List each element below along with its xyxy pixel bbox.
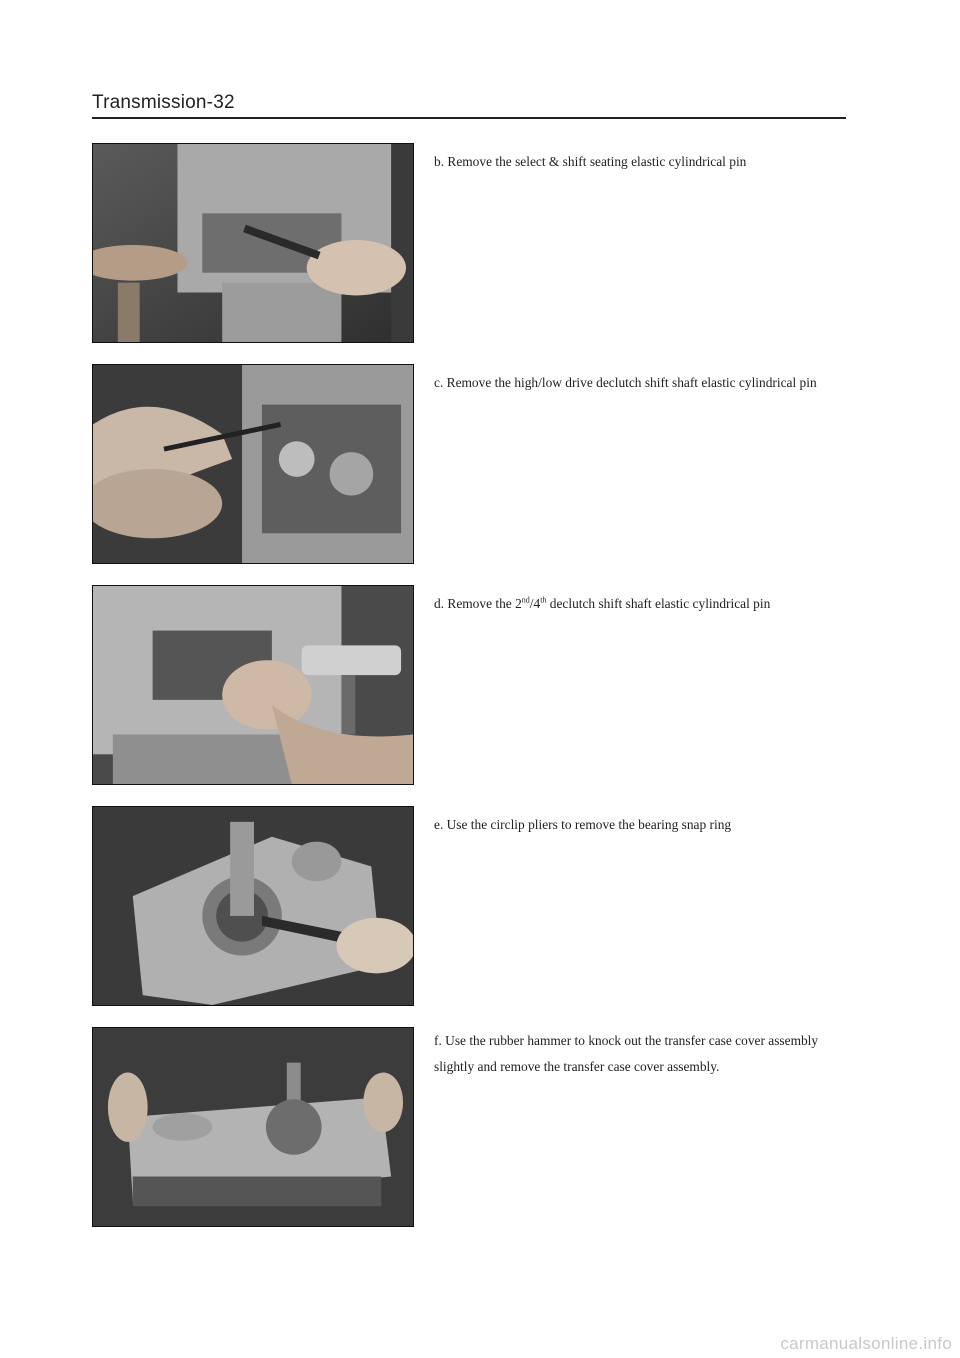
watermark: carmanualsonline.info (780, 1334, 952, 1353)
step-d-text: d. Remove the 2nd/4th declutch shift shaft elastic cylindrical pin (434, 595, 771, 611)
page-title: Transmission-32 (92, 92, 235, 113)
step-c-text: c. Remove the high/low drive declutch shift shaft elastic cylindrical pin (434, 375, 817, 390)
step-f-text (434, 1028, 854, 1080)
step-e-text: e. Use the circlip pliers to remove the bearing snap ring (434, 817, 732, 832)
photo-step-e (92, 806, 414, 1006)
step-b-text: b. Remove the select & shift seating elastic cylindrical pin (434, 154, 747, 169)
photo-step-b (92, 143, 414, 343)
header-divider (92, 117, 846, 119)
photo-step-d (92, 585, 414, 785)
step-f-line-2: slightly and remove the transfer case cover assembly. (434, 1059, 720, 1074)
photo-step-f (92, 1027, 414, 1227)
photo-step-c (92, 364, 414, 564)
step-f-line-1: f. Use the rubber hammer to knock out the transfer case cover assembly (434, 1033, 819, 1048)
